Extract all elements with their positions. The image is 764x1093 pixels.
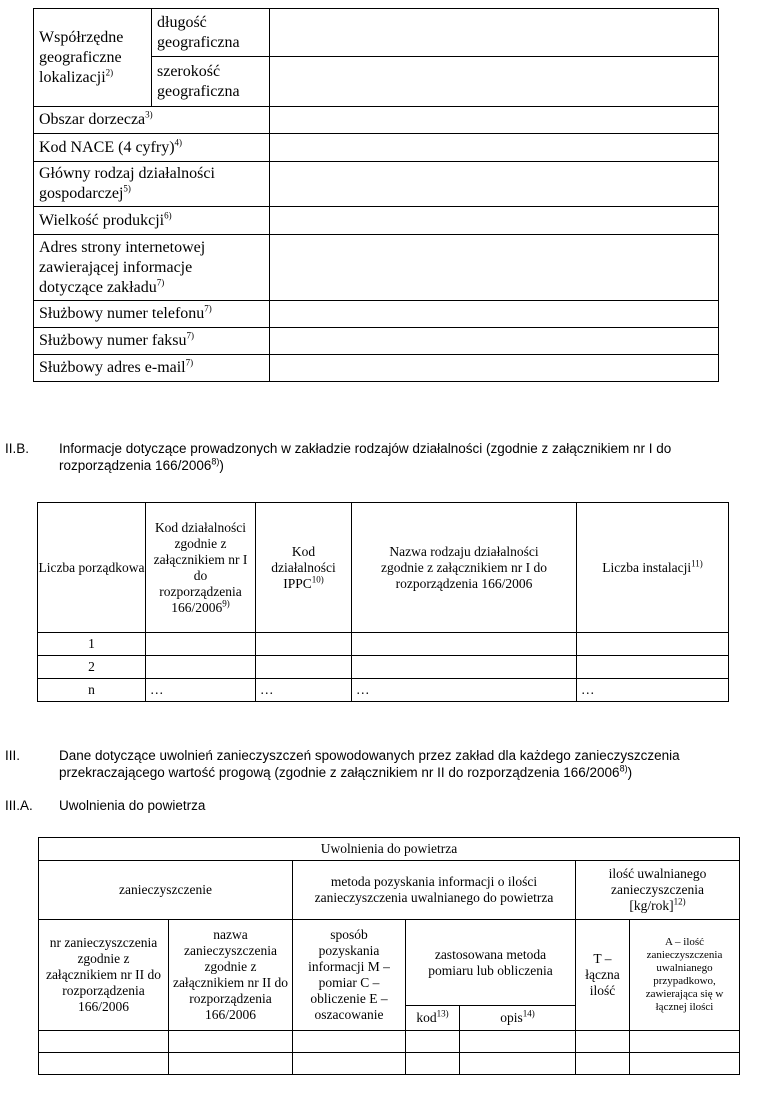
row-nazwa[interactable]: …	[352, 679, 577, 702]
header-kod-text: kod	[416, 1010, 437, 1025]
row-nazwa[interactable]	[352, 656, 577, 679]
row-label	[34, 162, 270, 207]
cell[interactable]	[293, 1031, 406, 1053]
longitude-value[interactable]	[270, 9, 719, 57]
section-number: III.A.	[5, 798, 33, 813]
footnote-ref: 10)	[311, 574, 324, 584]
header-ippc-text: Kod działalności IPPC	[271, 543, 336, 591]
activities-table	[37, 502, 729, 702]
latitude-label: szerokość geograficzna	[152, 57, 270, 107]
table-row	[39, 1053, 740, 1075]
header-lp: Liczba porządkowa	[38, 503, 146, 633]
footnote-ref: 8)	[211, 456, 220, 467]
row-label-text: Kod NACE (4 cyfry)	[39, 138, 175, 156]
cell[interactable]	[169, 1031, 293, 1053]
row-label	[34, 235, 270, 301]
cell[interactable]	[576, 1053, 630, 1075]
row-label	[34, 355, 270, 382]
row-label	[34, 107, 270, 134]
footnote-ref: 14)	[522, 1008, 535, 1019]
row-lp: 2	[38, 656, 146, 679]
row-label	[34, 328, 270, 355]
footnote-ref: 2)	[105, 67, 114, 78]
cell[interactable]	[406, 1031, 460, 1053]
header-opis-text: opis	[500, 1010, 523, 1025]
header-nazwa	[169, 920, 293, 1031]
cell[interactable]	[406, 1053, 460, 1075]
cell[interactable]	[576, 1031, 630, 1053]
footnote-ref: 5)	[123, 183, 131, 194]
header-metoda-text: metoda pozyskania informacji o ilości zanieczyszczenia uwalnianego do powietrza	[314, 874, 554, 905]
row-value[interactable]	[270, 162, 719, 207]
cell[interactable]	[169, 1053, 293, 1075]
row-label-text: Adres strony internetowej zawierającej informacje dotyczące zakładu	[39, 238, 206, 296]
footnote-ref: 8)	[619, 763, 628, 774]
row-label	[34, 134, 270, 162]
site-info-table	[33, 8, 719, 382]
footnote-ref: 12)	[673, 896, 686, 907]
header-sposob-text: sposób pozyskania informacji M – pomiar C – obliczenie E – oszacowanie	[308, 927, 390, 1022]
row-liczba[interactable]: …	[577, 679, 729, 702]
header-liczba-text: Liczba instalacji	[602, 559, 692, 575]
row-label-text: Służbowy adres e-mail	[39, 359, 186, 376]
header-kod-text: Kod działalności zgodnie z załącznikiem nr I do rozporządzenia 166/2006	[153, 519, 248, 615]
row-value[interactable]	[270, 301, 719, 328]
latitude-value[interactable]	[270, 57, 719, 107]
footnote-ref: 6)	[164, 210, 172, 221]
header-kod	[146, 503, 256, 633]
row-liczba[interactable]	[577, 633, 729, 656]
longitude-label: długość geograficzna	[152, 9, 270, 57]
cell[interactable]	[39, 1031, 169, 1053]
cell[interactable]	[460, 1031, 576, 1053]
row-label-text: Obszar dorzecza	[39, 111, 146, 128]
footnote-ref: 4)	[174, 137, 183, 148]
footnote-ref: 7)	[186, 330, 195, 341]
header-nazwa-text: nazwa zanieczyszczenia zgodnie z załącznikiem nr II do rozporządzenia 166/2006	[172, 927, 289, 1022]
row-value[interactable]	[270, 355, 719, 382]
section-text-body: Dane dotyczące uwolnień zanieczyszczeń spowodowanych przez zakład dla każdego zanieczyszczenia przekraczającego wartość progową (zgodnie z załącznikiem nr II do rozporządzenia 166/2006	[59, 748, 680, 780]
coords-label: Współrzędne geograficzne lokalizacji	[39, 28, 124, 86]
header-zastosowana-text: zastosowana metoda pomiaru lub obliczenia	[428, 946, 553, 978]
table-row	[39, 1031, 740, 1053]
row-kod[interactable]: …	[146, 679, 256, 702]
header-nr-text: nr zanieczyszczenia zgodnie z załącznikiem nr II do rozporządzenia 166/2006	[45, 935, 162, 1014]
closing-paren: )	[219, 458, 224, 473]
header-sposob	[293, 920, 406, 1031]
header-ilosc	[576, 861, 740, 920]
footnote-ref: 9)	[222, 598, 230, 608]
header-nazwa-text: Nazwa rodzaju działalności zgodnie z załącznikiem nr I do rozporządzenia 166/2006	[380, 543, 548, 591]
header-ilosc-text: ilość uwalnianego zanieczyszczenia [kg/rok]	[608, 866, 707, 913]
cell[interactable]	[39, 1053, 169, 1075]
row-value[interactable]	[270, 107, 719, 134]
section-number: II.B.	[5, 441, 30, 456]
row-value[interactable]	[270, 134, 719, 162]
header-ippc	[256, 503, 352, 633]
cell[interactable]	[293, 1053, 406, 1075]
air-releases-table	[38, 837, 740, 1075]
row-label-text: Wielkość produkcji	[39, 211, 165, 229]
header-zanieczyszczenie: zanieczyszczenie	[39, 861, 293, 920]
row-label-text: Służbowy numer telefonu	[39, 305, 205, 322]
table-row	[38, 679, 729, 702]
header-kod	[406, 1006, 460, 1031]
section-text	[59, 747, 762, 781]
header-a-text: A – ilość zanieczyszczenia uwalnianego przypadkowo, zawierająca się w łącznej ilości	[645, 936, 724, 1013]
cell[interactable]	[460, 1053, 576, 1075]
footnote-ref: 7)	[185, 357, 194, 368]
row-kod[interactable]	[146, 633, 256, 656]
header-zastosowana	[406, 920, 576, 1006]
closing-paren: )	[627, 765, 633, 780]
row-ippc[interactable]	[256, 656, 352, 679]
cell[interactable]	[630, 1053, 740, 1075]
footnote-ref: 3)	[145, 109, 153, 120]
coords-label-cell	[34, 9, 152, 107]
header-nazwa	[352, 503, 577, 633]
row-value[interactable]	[270, 328, 719, 355]
row-value[interactable]	[270, 235, 719, 301]
table-title: Uwolnienia do powietrza	[39, 838, 740, 861]
header-metoda	[293, 861, 576, 920]
header-t-text: T – łączna ilość	[585, 951, 620, 998]
row-liczba[interactable]	[577, 656, 729, 679]
section-text-body: Informacje dotyczące prowadzonych w zakładzie rodzajów działalności (zgodnie z załącznikiem nr I do rozporządzenia 166/2006	[59, 441, 672, 473]
section-text: Uwolnienia do powietrza	[59, 798, 206, 813]
table-row	[38, 633, 729, 656]
row-value[interactable]	[270, 207, 719, 235]
row-label	[34, 207, 270, 235]
table-row	[38, 656, 729, 679]
header-t	[576, 920, 630, 1031]
header-a	[630, 920, 740, 1031]
row-nazwa[interactable]	[352, 633, 577, 656]
row-ippc[interactable]: …	[256, 679, 352, 702]
row-kod[interactable]	[146, 656, 256, 679]
header-opis	[460, 1006, 576, 1031]
footnote-ref: 11)	[691, 558, 703, 568]
section-number: III.	[5, 748, 21, 763]
row-ippc[interactable]	[256, 633, 352, 656]
row-label-text: Główny rodzaj działalności gospodarczej	[39, 165, 215, 202]
cell[interactable]	[630, 1031, 740, 1053]
footnote-ref: 13)	[436, 1008, 449, 1019]
header-nr	[39, 920, 169, 1031]
section-text	[59, 440, 759, 474]
footnote-ref: 7)	[156, 277, 165, 288]
row-label	[34, 301, 270, 328]
row-lp: n	[38, 679, 146, 702]
header-liczba	[577, 503, 729, 633]
row-label-text: Służbowy numer faksu	[39, 332, 187, 349]
row-lp: 1	[38, 633, 146, 656]
footnote-ref: 7)	[204, 303, 212, 314]
